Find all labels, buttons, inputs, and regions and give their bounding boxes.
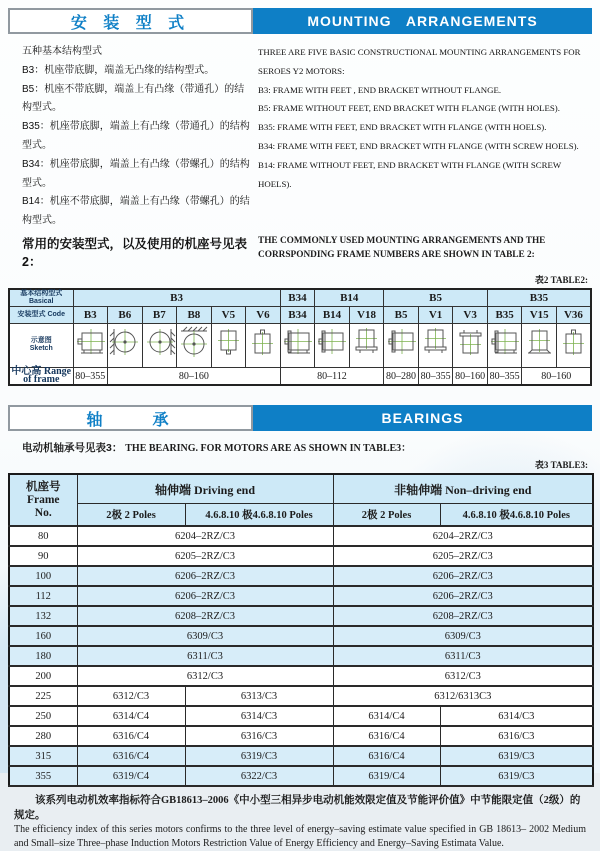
intro-cn-line-2: B5：机座不带底脚，端盖上有凸缘（带通孔）的结构型式。 [22, 83, 245, 114]
t2-code-B7: B7 [142, 306, 177, 323]
t3-frame-200: 200 [9, 666, 77, 686]
t3-row-90 [9, 546, 593, 566]
sketch-B7-icon [142, 323, 177, 367]
t2-code-V5: V5 [211, 306, 246, 323]
sketch-V6-icon [246, 323, 281, 367]
t3-row-180 [9, 646, 593, 666]
sketch-B14-icon [315, 323, 350, 367]
mounting-intro [8, 43, 592, 231]
sketch-B8-icon [177, 323, 212, 367]
t3-frame-250: 250 [9, 706, 77, 726]
sketch-V5-icon [211, 323, 246, 367]
t3-bearing-90-0: 6205–2RZ/C3 [77, 546, 333, 566]
t3-bearing-280-2: 6316/C4 [333, 726, 440, 746]
efficiency-note-cn: 该系列电动机效率指标符合GB18613–2006《中小型三相异步电动机能效限定值及节能评价值》中节能限定值（2级）的规定。 [14, 795, 581, 821]
t3-header-2poles-0: 2极 2 Poles [77, 503, 185, 526]
t3-bearing-250-2: 6314/C4 [333, 706, 440, 726]
mounting-section-header [8, 8, 592, 34]
t2-range-6: 80–355 [487, 367, 522, 385]
t2-range-3: 80–280 [384, 367, 419, 385]
t3-bearing-100-1: 6206–2RZ/C3 [333, 566, 593, 586]
t2-code-B14: B14 [315, 306, 350, 323]
efficiency-note-en: The efficiency index of this series motors confirms to the three level of energy–saving estimate value specified in GB 18613– 2002 Medium and Small–size Three–phase Induction Motors Restriction Value of Energy Efficiency and Energy–Saving Estimata Value. [14, 824, 586, 850]
t2-range-4: 80–355 [418, 367, 453, 385]
t2-label-sketch: 示意图 Sketch [9, 323, 73, 367]
intro-cn-line-3: B35：机座带底脚，端盖上有凸缘（带通孔）的结构型式。 [22, 121, 250, 151]
intro-cn-line-4: B34：机座带底脚，端盖上有凸缘（带螺孔）的结构型式。 [22, 158, 250, 189]
t3-bearing-132-1: 6208–2RZ/C3 [333, 606, 593, 626]
intro-cn-line-5: B14：机座不带底脚，端盖上有凸缘（带螺孔）的结构型式。 [22, 196, 250, 227]
bearings-table [8, 473, 594, 787]
t3-bearing-280-0: 6316/C4 [77, 726, 185, 746]
t3-bearing-225-2: 6312/6313C3 [333, 686, 593, 706]
t3-row-132 [9, 606, 593, 626]
t3-bearing-315-0: 6316/C4 [77, 746, 185, 766]
t2-code-B5: B5 [384, 306, 419, 323]
t3-bearing-180-0: 6311/C3 [77, 646, 333, 666]
t3-frame-180: 180 [9, 646, 77, 666]
t2-range-0: 80–355 [73, 367, 108, 385]
sketch-B35-icon [487, 323, 522, 367]
t3-row-112 [9, 586, 593, 606]
t2-group-B35: B35 [487, 289, 591, 307]
table2-caption: 表2 TABLE2: [534, 274, 588, 285]
sketch-V36-icon [556, 323, 591, 367]
intro-en-line-3: B35: FRAME WITH FEET, END BRACKET WITH FLANGE (WITH HOELS). [258, 122, 547, 133]
t2-code-B8: B8 [177, 306, 212, 323]
t3-frame-80: 80 [9, 526, 77, 546]
t3-row-355 [9, 766, 593, 786]
t3-header-4poles-1: 4.6.8.10 极4.6.8.10 Poles [440, 503, 593, 526]
t2-range-7: 80–160 [522, 367, 591, 385]
bearings-intro-cn: 电动机轴承号见表3： [22, 442, 123, 455]
t3-frame-355: 355 [9, 766, 77, 786]
t3-header-driving: 轴伸端 Driving end [77, 474, 333, 503]
mounting-arrangements-table [8, 288, 592, 387]
t3-bearing-250-3: 6314/C3 [440, 706, 593, 726]
t3-bearing-250-0: 6314/C4 [77, 706, 185, 726]
t2-code-V18: V18 [349, 306, 384, 323]
t2-code-B34: B34 [280, 306, 315, 323]
t3-bearing-250-1: 6314/C3 [185, 706, 333, 726]
t3-frame-132: 132 [9, 606, 77, 626]
sketch-V18-icon [349, 323, 384, 367]
sketch-B3-icon [73, 323, 108, 367]
t3-row-250 [9, 706, 593, 726]
efficiency-note [8, 794, 592, 851]
t3-bearing-80-1: 6204–2RZ/C3 [333, 526, 593, 546]
intro-cn-line-1: B3：机座带底脚，端盖无凸缘的结构型式。 [22, 64, 215, 76]
t2-group-B3: B3 [73, 289, 280, 307]
sketch-B6-icon [108, 323, 143, 367]
t3-bearing-180-1: 6311/C3 [333, 646, 593, 666]
t3-frame-315: 315 [9, 746, 77, 766]
t2-code-V6: V6 [246, 306, 281, 323]
t3-frame-280: 280 [9, 726, 77, 746]
t3-header-4poles-0: 4.6.8.10 极4.6.8.10 Poles [185, 503, 333, 526]
t3-row-160 [9, 626, 593, 646]
t3-row-225 [9, 686, 593, 706]
common-arrangements-en: THE COMMONLY USED MOUNTING ARRANGEMENTS AND THE CORRSPONDING FRAME NUMBERS ARE SHOWN IN TABLE 2: [258, 235, 546, 261]
t3-bearing-355-1: 6322/C3 [185, 766, 333, 786]
t2-group-B5: B5 [384, 289, 488, 307]
t2-label-code: 安装型式 Code [9, 306, 73, 323]
t3-frame-225: 225 [9, 686, 77, 706]
t3-bearing-225-0: 6312/C3 [77, 686, 185, 706]
t3-row-280 [9, 726, 593, 746]
intro-en-line-2: B5: FRAME WITHOUT FEET, END BRACKET WITH FLANGE (WITH HOLES). [258, 103, 560, 114]
bearings-title-cn: 轴 承 [8, 405, 253, 431]
t3-bearing-100-0: 6206–2RZ/C3 [77, 566, 333, 586]
bearings-title-en: BEARINGS [253, 405, 592, 431]
bearings-intro-line [8, 439, 592, 455]
t2-code-V36: V36 [556, 306, 591, 323]
t3-header-2poles-1: 2极 2 Poles [333, 503, 440, 526]
t2-code-V15: V15 [522, 306, 557, 323]
t3-bearing-315-1: 6319/C3 [185, 746, 333, 766]
t3-row-100 [9, 566, 593, 586]
t3-bearing-200-0: 6312/C3 [77, 666, 333, 686]
t2-label-basic: 基本结构型式 Basical [9, 289, 73, 307]
t2-group-B34: B34 [280, 289, 315, 307]
t3-bearing-80-0: 6204–2RZ/C3 [77, 526, 333, 546]
t3-row-315 [9, 746, 593, 766]
mounting-title-en: MOUNTING ARRANGEMENTS [253, 8, 592, 34]
mounting-intro-en [252, 43, 592, 231]
intro-en-line-4: B34: FRAME WITH FEET, END BRACKET WITH FLANGE (WITH SCREW HOELS). [258, 140, 579, 151]
t3-row-80 [9, 526, 593, 546]
t3-bearing-280-1: 6316/C3 [185, 726, 333, 746]
t2-code-B35: B35 [487, 306, 522, 323]
t3-frame-112: 112 [9, 586, 77, 606]
bearings-intro-en: THE BEARING. FOR MOTORS ARE AS SHOWN IN TABLE3： [125, 443, 412, 455]
mounting-intro-cn [8, 43, 252, 231]
common-arrangements-cn: 常用的安装型式，以及使用的机座号见表2： [22, 236, 248, 269]
t3-bearing-355-3: 6319/C3 [440, 766, 593, 786]
t3-bearing-280-3: 6316/C3 [440, 726, 593, 746]
sketch-V3-icon [453, 323, 488, 367]
intro-en-line-1: B3: FRAME WITH FEET , END BRACKET WITHOUT FLANGE. [258, 84, 502, 95]
t3-bearing-112-0: 6206–2RZ/C3 [77, 586, 333, 606]
t2-code-B3: B3 [73, 306, 108, 323]
t3-frame-160: 160 [9, 626, 77, 646]
t3-frame-90: 90 [9, 546, 77, 566]
t3-row-200 [9, 666, 593, 686]
table3-caption: 表3 TABLE3: [534, 460, 588, 471]
t2-group-B14: B14 [315, 289, 384, 307]
sketch-V1-icon [418, 323, 453, 367]
sketch-B34-icon [280, 323, 315, 367]
t3-bearing-315-3: 6319/C3 [440, 746, 593, 766]
common-arrangements-line [8, 234, 592, 270]
intro-cn-line-0: 五种基本结构型式 [22, 46, 102, 57]
t3-bearing-355-0: 6319/C4 [77, 766, 185, 786]
t3-header-frame: 机座号 Frame No. [9, 474, 77, 526]
bearings-section-header [8, 405, 592, 431]
t3-bearing-132-0: 6208–2RZ/C3 [77, 606, 333, 626]
t3-bearing-90-1: 6205–2RZ/C3 [333, 546, 593, 566]
t3-bearing-315-2: 6316/C4 [333, 746, 440, 766]
t2-range-5: 80–160 [453, 367, 488, 385]
t2-label-range: 中心高 Range of frame [9, 367, 73, 385]
t3-bearing-200-1: 6312/C3 [333, 666, 593, 686]
t2-code-V1: V1 [418, 306, 453, 323]
sketch-B5-icon [384, 323, 419, 367]
t3-header-non-driving: 非轴伸端 Non–driving end [333, 474, 593, 503]
t2-range-2: 80–112 [280, 367, 384, 385]
intro-en-line-5: B14: FRAME WITHOUT FEET, END BRACKET WITH FLANGE (WITH SCREW HOELS). [258, 159, 561, 189]
t3-frame-100: 100 [9, 566, 77, 586]
t2-code-B6: B6 [108, 306, 143, 323]
t2-code-V3: V3 [453, 306, 488, 323]
t3-bearing-112-1: 6206–2RZ/C3 [333, 586, 593, 606]
t3-bearing-160-1: 6309/C3 [333, 626, 593, 646]
mounting-title-cn: 安 装 型 式 [8, 8, 253, 34]
intro-en-line-0: THREE ARE FIVE BASIC CONSTRUCTIONAL MOUNTING ARRANGEMENTS FOR SEROES Y2 MOTORS: [258, 47, 581, 76]
sketch-V15-icon [522, 323, 557, 367]
t2-range-1: 80–160 [108, 367, 281, 385]
t3-bearing-355-2: 6319/C4 [333, 766, 440, 786]
t3-bearing-225-1: 6313/C3 [185, 686, 333, 706]
t3-bearing-160-0: 6309/C3 [77, 626, 333, 646]
